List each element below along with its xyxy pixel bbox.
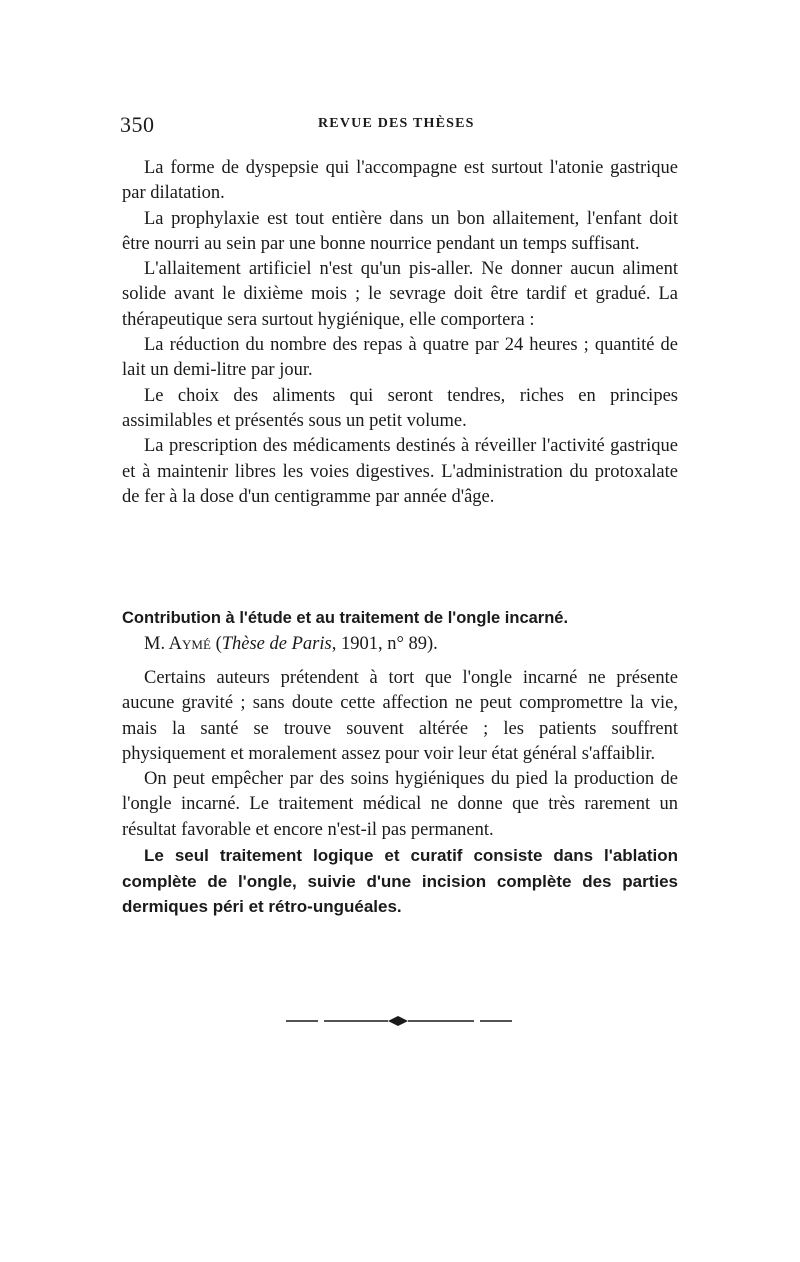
running-title: REVUE DES THÈSES bbox=[318, 116, 475, 131]
paragraph: La réduction du nombre des repas à quatre par 24 heures ; quantité de lait un demi-litre par jour. bbox=[122, 335, 678, 381]
text-block-dyspepsia bbox=[122, 156, 678, 510]
diamond-rule-ornament-icon bbox=[0, 1014, 800, 1028]
page-header bbox=[120, 112, 680, 142]
paragraph: La prescription des médicaments destinés à réveiller l'activité gastrique et à maintenir libres les voies digestives. L'administration du protoxalate de fer à la dose d'un centigramme par année d'âge. bbox=[122, 436, 678, 507]
citation-rest: , 1901, n° 89). bbox=[331, 634, 438, 654]
paragraph: La forme de dyspepsie qui l'accompagne est surtout l'atonie gastrique par dilatation. bbox=[122, 158, 678, 204]
paragraph: Le choix des aliments qui seront tendres, riches en principes assimilables et présentés sous un petit volume. bbox=[122, 385, 678, 431]
section-title: Contribution à l'étude et au traitement de l'ongle incarné. bbox=[122, 609, 569, 627]
citation-open-paren: ( bbox=[215, 634, 222, 654]
citation-thesis: Thèse de Paris bbox=[221, 634, 332, 654]
paragraph-bold: Le seul traitement logique et curatif consiste dans l'ablation complète de l'ongle, suivie d'une incision complète des parties dermiques péri et rétro-unguéales. bbox=[122, 846, 678, 917]
page-number: 350 bbox=[120, 112, 155, 137]
text-block-ongle bbox=[122, 666, 678, 920]
paragraph: L'allaitement artificiel n'est qu'un pis-aller. Ne donner aucun aliment solide avant le dixième mois ; le sevrage doit être tardif et gradué. La thérapeutique sera surtout hygiénique, elle comportera : bbox=[122, 259, 678, 330]
paragraph: On peut empêcher par des soins hygiéniques du pied la production de l'ongle incarné. Le traitement médical ne donne que très rarement un résultat favorable et encore n'est-il pas permanent. bbox=[122, 769, 678, 840]
paragraph: Certains auteurs prétendent à tort que l'ongle incarné ne présente aucune gravité ; sans doute cette affection ne peut compromettre la vie, mais la santé se trouve souvent altérée ; les patients souffrent physiquement et moralement assez pour voir leur état général s'affaiblir. bbox=[122, 668, 678, 764]
paragraph: La prophylaxie est tout entière dans un bon allaitement, l'enfant doit être nourri au sein par une bonne nourrice pendant un temps suffisant. bbox=[122, 208, 678, 254]
citation bbox=[144, 632, 438, 657]
citation-author: M. Aymé bbox=[144, 634, 211, 654]
